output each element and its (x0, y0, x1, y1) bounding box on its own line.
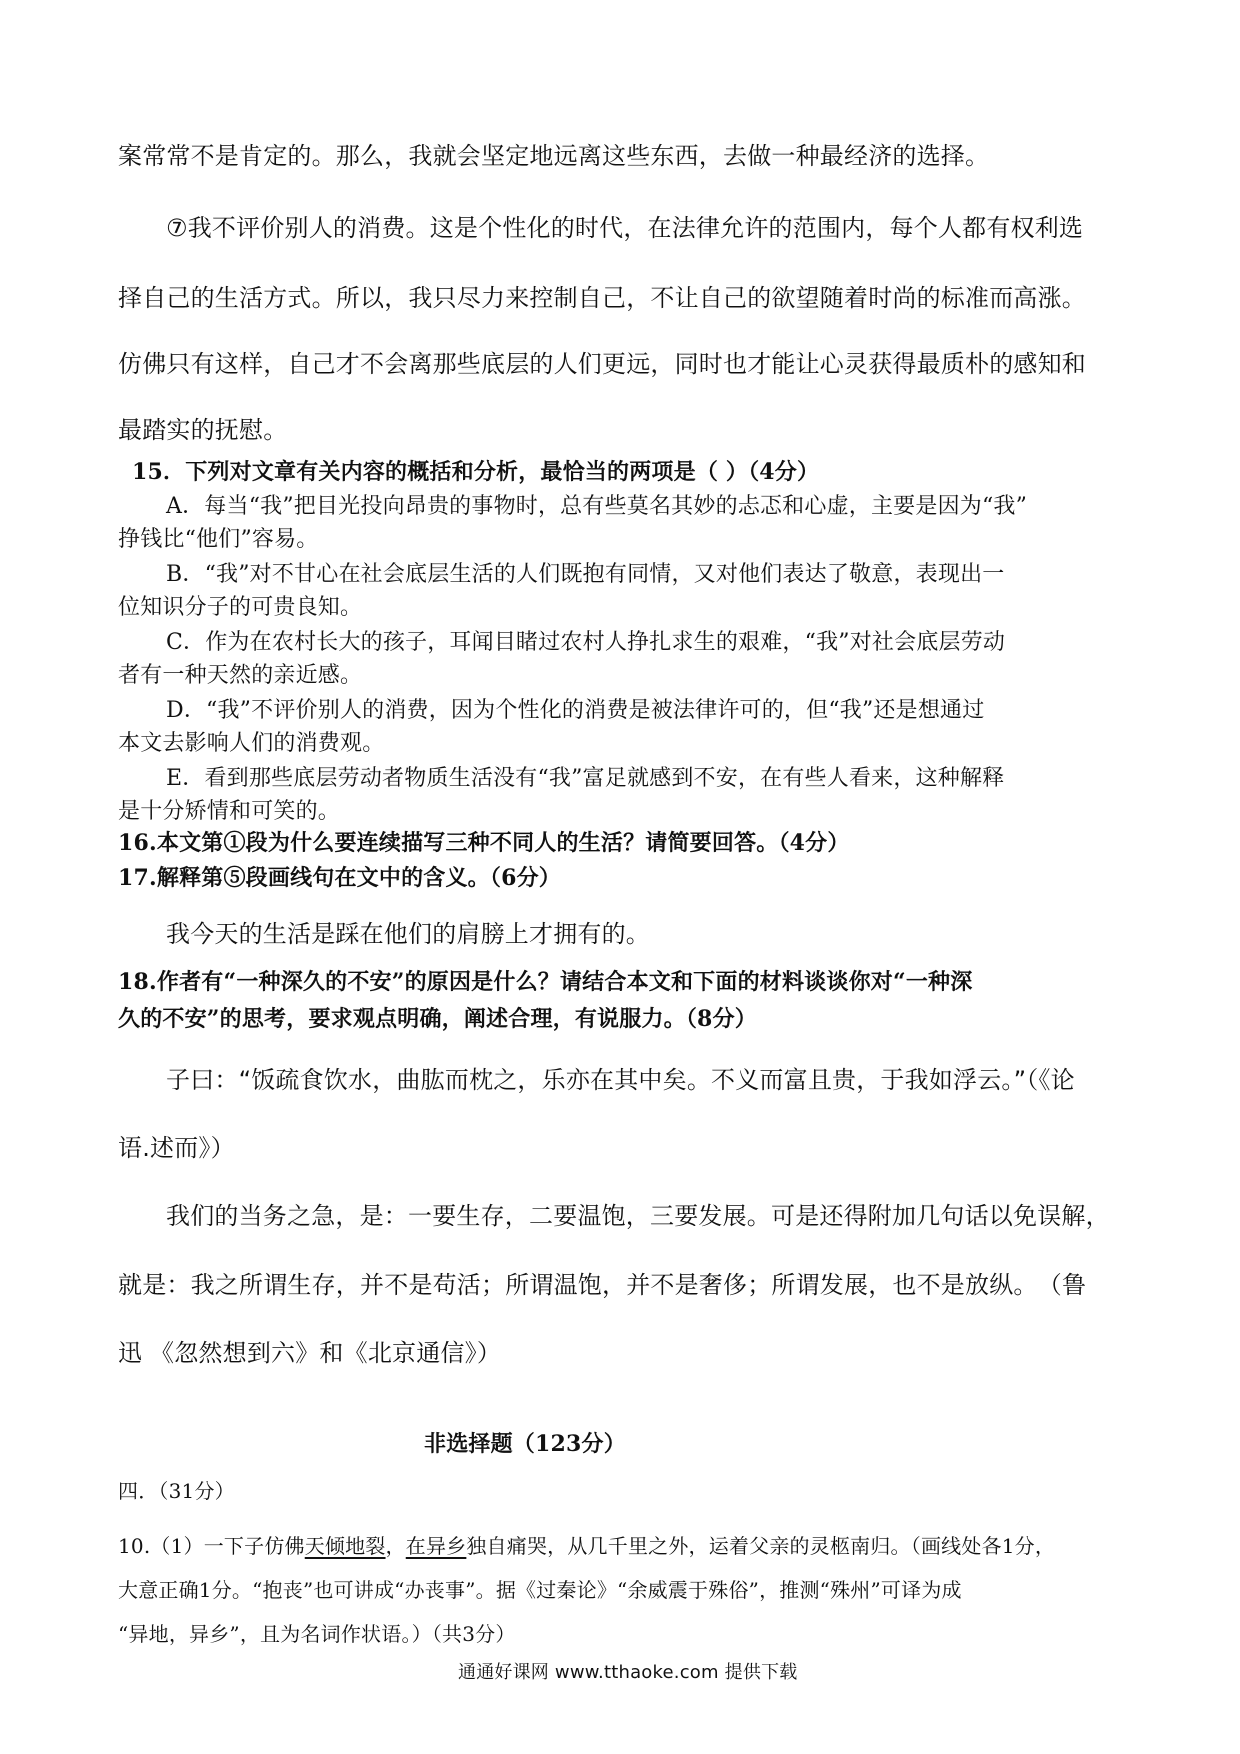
material-2-line-1: 我们的当务之急，是：一要生存，二要温饱，三要发展。可是还得附加几句话以免误解， (166, 1202, 1110, 1230)
paragraph-6-continuation: 案常常不是肯定的。那么，我就会坚定地远离这些东西，去做一种最经济的选择。 (118, 142, 990, 170)
underlined-phrase-2: 在异乡 (405, 1534, 467, 1558)
answer-10-line-3: “异地，异乡”，且为名词作状语。）（共3分） (118, 1622, 516, 1646)
question-15-option-a-line-2: 挣钱比“他们”容易。 (118, 527, 319, 552)
material-2-line-2: 就是：我之所谓生存，并不是苟活；所谓温饱，并不是奢侈；所谓发展，也不是放纵。 （鲁 (118, 1271, 1087, 1299)
material-1-line-1: 子曰：“饭疏食饮水，曲肱而枕之，乐亦在其中矣。不义而富且贵，于我如浮云。”（《论 (166, 1066, 1075, 1094)
answer-10-line-1-rest: 独自痛哭，从几千里之外，运着父亲的灵柩南归。（画线处各1分， (466, 1534, 1056, 1558)
question-15-option-b-line-2: 位知识分子的可贵良知。 (118, 595, 363, 620)
question-15-option-a-line-1: A．每当“我”把目光投向昂贵的事物时，总有些莫名其妙的忐忑和心虚，主要是因为“我” (166, 494, 1028, 519)
paragraph-7-line-1: ⑦我不评价别人的消费。这是个性化的时代，在法律允许的范围内，每个人都有权利选 (166, 214, 1084, 242)
paragraph-7-line-3: 仿佛只有这样，自己才不会离那些底层的人们更远，同时也才能让心灵获得最质朴的感知和 (118, 350, 1086, 378)
question-18-stem-line-2: 久的不安”的思考，要求观点明确，阐述合理，有说服力。（8分） (118, 1006, 757, 1032)
answer-10-line-1-prefix: 10.（1）一下子仿佛 (118, 1534, 305, 1558)
material-1-line-2: 语.述而》） (118, 1134, 235, 1162)
paragraph-7-line-2: 择自己的生活方式。所以，我只尽力来控制自己，不让自己的欲望随着时尚的标准而高涨。 (118, 284, 1086, 312)
question-18-stem-line-1: 18.作者有“一种深久的不安”的原因是什么？请结合本文和下面的材料谈谈你对“一种深 (118, 969, 973, 995)
question-15-option-c-line-2: 者有一种天然的亲近感。 (118, 663, 363, 688)
question-16-stem: 16.本文第①段为什么要连续描写三种不同人的生活？请简要回答。（4分） (118, 830, 850, 856)
material-2-line-3: 迅 《忽然想到六》和《北京通信》） (118, 1339, 502, 1367)
non-choice-section-title: 非选择题（123分） (424, 1431, 626, 1457)
paragraph-7-line-4: 最踏实的抚慰。 (118, 416, 288, 444)
question-17-stem: 17.解释第⑤段画线句在文中的含义。（6分） (118, 865, 561, 891)
question-17-quoted-sentence: 我今天的生活是踩在他们的肩膀上才拥有的。 (166, 920, 650, 948)
answer-10-line-1-comma: ， (385, 1534, 406, 1558)
question-15-option-c-line-1: C．作为在农村长大的孩子，耳闻目睹过农村人挣扎求生的艰难，“我”对社会底层劳动 (166, 630, 1006, 655)
answer-10-line-2: 大意正确1分。“抱丧”也可讲成“办丧事”。据《过秦论》“余威震于殊俗”，推测“殊州”可译为成 (118, 1578, 962, 1602)
question-15-option-d-line-2: 本文去影响人们的消费观。 (118, 731, 385, 756)
footer-download-notice: 通通好课网 www.tthaoke.com 提供下载 (458, 1662, 798, 1683)
question-15-stem: 15．下列对文章有关内容的概括和分析，最恰当的两项是（ ）（4分） (132, 459, 820, 485)
question-15-option-d-line-1: D．“我”不评价别人的消费，因为个性化的消费是被法律许可的，但“我”还是想通过 (166, 698, 985, 723)
part-four-heading: 四．（31分） (118, 1479, 235, 1503)
question-15-option-e-line-2: 是十分矫情和可笑的。 (118, 799, 341, 824)
question-15-option-e-line-1: E．看到那些底层劳动者物质生活没有“我”富足就感到不安，在有些人看来，这种解释 (166, 766, 1005, 791)
underlined-phrase-1: 天倾地裂 (304, 1534, 386, 1558)
question-15-option-b-line-1: B．“我”对不甘心在社会底层生活的人们既抱有同情，又对他们表达了敬意，表现出一 (166, 562, 1005, 587)
answer-10-line-1 (118, 1530, 1055, 1559)
